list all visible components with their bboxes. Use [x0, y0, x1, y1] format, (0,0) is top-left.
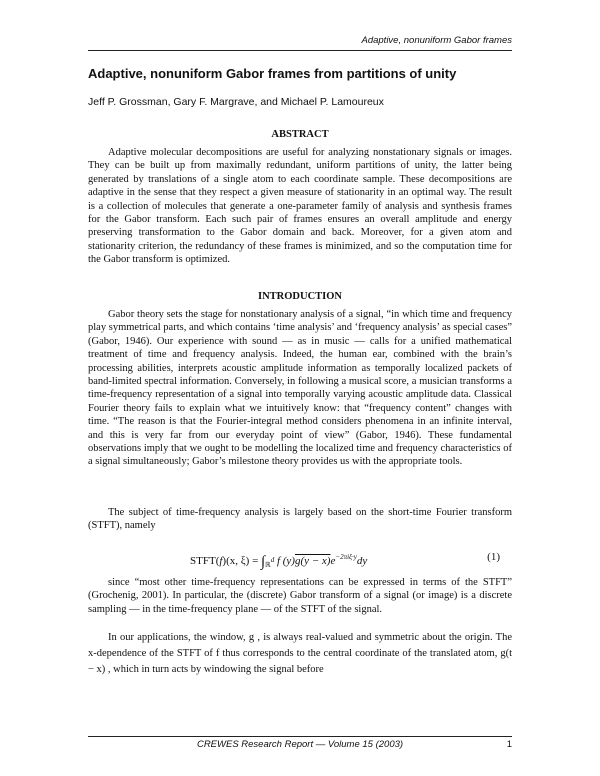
- footer-report-title: CREWES Research Report — Volume 15 (2003): [196, 739, 404, 750]
- paper-title: Adaptive, nonuniform Gabor frames from partitions of unity: [88, 66, 457, 81]
- equation-number: (1): [487, 551, 500, 563]
- eq-integrand-g: g(y − x): [294, 555, 331, 567]
- intro-paragraph-4: In our applications, the window, g , is always real-valued and symmetric about the origin. The x-dependence of the STFT of f thus corresponds to the central coordinate of the translated atom, g(t − x) , which in turn acts by windowing the signal before: [88, 632, 512, 675]
- intro-paragraph-1: Gabor theory sets the stage for nonstationary analysis of a signal, “in which time and frequency play symmetrical parts, and which contains ‘time analysis’ and ‘frequency analysis’ as special cases” (Gabor, 1946). Our experience with sound — as in music — calls for a unified mathematical treatment of time and frequency analysis. Indeed, the human ear, combined with the brain’s processing abilities, interprets acoustic amplitude information as temporally localized packets of band-limited spectral information. Conversely, in following a musical score, a musician transforms a time-frequency representation of a signal into temporally varying acoustic amplitude data. Classical Fourier theory fails to explain what we intuitively know: that “frequency content” changes with time. “The reason is that the Fourier-integral method considers phenomena in an infinite interval, and this is very far from our everyday point of view” (Gabor, 1946). These fundamental observations imply that we ought to be modelling the localized time and frequency characteristics of a signal simultaneously; Gabor’s milestone theory provides us with the appropriate tools.: [88, 309, 512, 468]
- intro-paragraph-2: The subject of time-frequency analysis is largely based on the short-time Fourier transform (STFT), namely: [88, 507, 512, 532]
- eq-exp-base: e: [330, 555, 336, 567]
- page-footer: [88, 739, 512, 751]
- integral-sign: ∫: [261, 554, 266, 570]
- abstract-heading: ABSTRACT: [271, 129, 329, 140]
- running-head: Adaptive, nonuniform Gabor frames: [361, 35, 512, 46]
- eq-integrand-f: f (y): [276, 555, 295, 567]
- intro-paragraph-3: since “most other time-frequency representations can be expressed in terms of the STFT” (Grochenig, 2001). In particular, the (discrete) Gabor transform of a signal (or image) is a discrete sampling — in the time-frequency plane — of the STFT of the signal.: [88, 577, 512, 615]
- author-list: Jeff P. Grossman, Gary F. Margrave, and Michael P. Lamoureux: [88, 96, 384, 108]
- eq-f: f: [219, 555, 223, 567]
- eq-dy: dy: [356, 555, 368, 567]
- eq-exp-power: −2πiξ·y: [335, 553, 357, 561]
- page-number: 1: [506, 739, 512, 750]
- eq-int-domain: ℝd: [265, 556, 275, 569]
- eq-args: (x, ξ) =: [226, 555, 259, 567]
- equation-body: STFT(f)(x, $\xi) = \int_{ℝ^d}$ f $(y)g(y - x)e^{-2\pi i\xi\cdot y}dy$: [190, 553, 368, 570]
- eq-lhs: STFT: [190, 555, 216, 567]
- header-rule: [88, 50, 512, 51]
- introduction-heading: INTRODUCTION: [257, 291, 342, 302]
- footer-rule: [88, 736, 512, 737]
- equation-1: [88, 546, 512, 568]
- abstract-text: Adaptive molecular decompositions are useful for analyzing nonstationary signals or images. They can be built up from maximally redundant, uniform partitions of unity, the latter being generated by translations of a single atom to each coordinate sample. These decompositions are adaptive in the sense that they respect a given measure of stationarity in an optimal way. The result is a collection of molecules that generate a one-parameter family of analysis and synthesis frames for the Gabor transform. Each such pair of frames ensures an overall amplitude and energy preserving transformation to the Gabor domain and back. Moreover, for a given atom and stationarity criterion, the redundancy of these frames is minimized, and so the computation time for the Gabor transform is optimized.: [88, 147, 512, 266]
